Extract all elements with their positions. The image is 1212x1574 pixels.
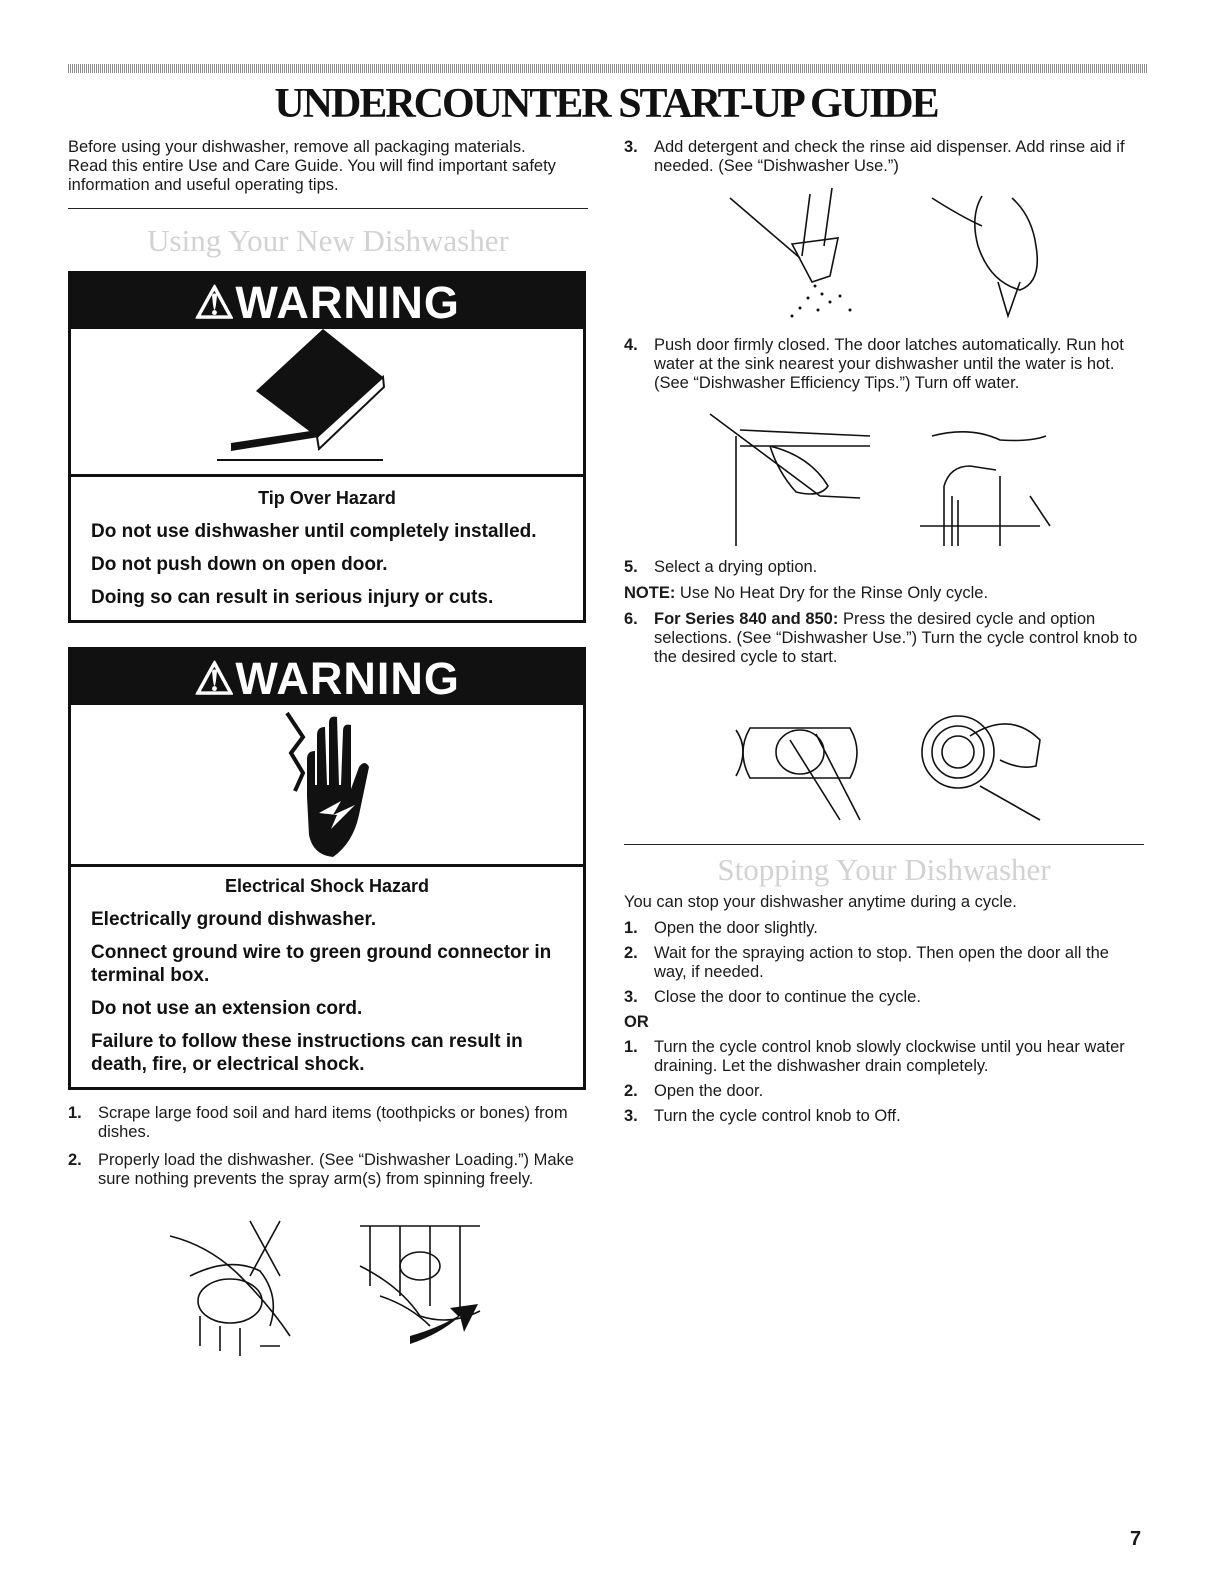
warning-triangle-icon: ⚠ bbox=[194, 653, 236, 704]
step-number: 4. bbox=[624, 336, 638, 354]
step-text: Turn the cycle control knob to Off. bbox=[654, 1107, 901, 1125]
step-number: 6. bbox=[624, 610, 638, 628]
steps-5-6-block bbox=[624, 558, 1144, 667]
page-title: UNDERCOUNTER START-UP GUIDE bbox=[274, 81, 938, 127]
step-number: 1. bbox=[624, 919, 638, 937]
warning-label: WARNING bbox=[235, 653, 460, 704]
list-item bbox=[68, 1151, 578, 1189]
detergent-rinse-aid-illustration bbox=[720, 186, 1050, 330]
tip-over-text bbox=[71, 487, 583, 609]
step-text: Close the door to continue the cycle. bbox=[654, 988, 921, 1006]
warning-line: Doing so can result in serious injury or cuts. bbox=[91, 587, 494, 608]
step-text: Select a drying option. bbox=[654, 558, 818, 576]
step-text: Add detergent and check the rinse aid dispenser. Add rinse aid if needed. (See “Dishwasher Use.”) bbox=[654, 138, 1125, 175]
list-item bbox=[624, 944, 1144, 982]
electrical-shock-warning-box bbox=[68, 647, 586, 1090]
list-item bbox=[624, 336, 1144, 393]
note-text: Use No Heat Dry for the Rinse Only cycle. bbox=[675, 584, 989, 602]
step4-block bbox=[624, 336, 1144, 393]
step-number: 2. bbox=[624, 1082, 638, 1100]
stop-intro: You can stop your dishwasher anytime during a cycle. bbox=[624, 893, 1017, 911]
list-item bbox=[68, 1104, 578, 1142]
section-rule-stopping bbox=[624, 844, 1144, 845]
list-item bbox=[624, 1082, 1144, 1101]
electric-shock-hand-icon bbox=[71, 705, 583, 864]
warning-line: Failure to follow these instructions can result in death, fire, or electrical shock. bbox=[91, 1031, 523, 1075]
warning-line: Do not push down on open door. bbox=[91, 554, 388, 575]
warning-label: WARNING bbox=[235, 277, 460, 328]
warning-banner bbox=[71, 650, 583, 705]
start-steps-list bbox=[68, 1104, 578, 1189]
note bbox=[624, 584, 1144, 603]
list-item bbox=[624, 558, 1144, 577]
note-label: NOTE: bbox=[624, 584, 676, 602]
step-number: 3. bbox=[624, 988, 638, 1006]
page-number: 7 bbox=[1130, 1528, 1142, 1550]
step-text: Properly load the dishwasher. (See “Dishwasher Loading.”) Make sure nothing prevents the spray arm(s) from spinning freely. bbox=[98, 1151, 574, 1188]
hazard-title: Tip Over Hazard bbox=[258, 488, 396, 508]
step4-list bbox=[624, 336, 1144, 393]
step-text: Press the desired cycle and option selections. (See “Dishwasher Use.”) Turn the cycle control knob to the desired cycle to start. bbox=[654, 610, 1138, 666]
or-label: OR bbox=[624, 1013, 649, 1031]
list-item bbox=[624, 610, 1144, 667]
left-column bbox=[68, 138, 588, 259]
section-rule bbox=[68, 208, 588, 209]
scrape-and-load-illustration bbox=[160, 1216, 500, 1366]
hazard-title: Electrical Shock Hazard bbox=[224, 876, 430, 896]
intro-paragraph: Before using your dishwasher, remove all packaging materials. Read this entire Use and Care Guide. You will find important safety information and useful operating tips. bbox=[68, 138, 556, 194]
step5-list bbox=[624, 558, 1144, 577]
tip-over-icon bbox=[71, 329, 583, 474]
step-text: Wait for the spraying action to stop. Then open the door all the way, if needed. bbox=[654, 944, 1109, 981]
list-item bbox=[624, 988, 1144, 1007]
door-and-faucet-illustration bbox=[700, 406, 1060, 552]
step-text: Open the door. bbox=[654, 1082, 764, 1100]
shock-illustration bbox=[71, 705, 583, 867]
warning-line: Electrically ground dishwasher. bbox=[91, 909, 377, 930]
step-number: 1. bbox=[68, 1104, 82, 1122]
step-number: 2. bbox=[624, 944, 638, 962]
step-number: 2. bbox=[68, 1151, 82, 1169]
warning-line: Do not use dishwasher until completely installed. bbox=[91, 521, 537, 542]
start-steps-list-cont bbox=[624, 138, 1144, 176]
step-text: Turn the cycle control knob slowly clockwise until you hear water draining. Let the dishwasher drain completely. bbox=[654, 1038, 1125, 1075]
warning-banner bbox=[71, 274, 583, 329]
header-rule bbox=[68, 64, 1148, 73]
step-text: Scrape large food soil and hard items (toothpicks or bones) from dishes. bbox=[98, 1104, 568, 1141]
warning-triangle-icon: ⚠ bbox=[194, 277, 236, 328]
step-bold-text: For Series 840 and 850: bbox=[654, 610, 839, 628]
step-number: 1. bbox=[624, 1038, 638, 1056]
right-column bbox=[624, 138, 1144, 176]
left-steps bbox=[68, 1104, 578, 1189]
stop-steps-b bbox=[624, 1038, 1144, 1126]
list-item bbox=[624, 138, 1144, 176]
section-heading-using: Using Your New Dishwasher bbox=[147, 223, 509, 258]
step-number: 5. bbox=[624, 558, 638, 576]
list-item bbox=[624, 1107, 1144, 1126]
tip-over-illustration bbox=[71, 329, 583, 477]
step-text: Push door firmly closed. The door latches automatically. Run hot water at the sink nearest your dishwasher until the water is hot. (See “Dishwasher Efficiency Tips.”) Turn off water. bbox=[654, 336, 1124, 392]
shock-text bbox=[71, 875, 583, 1076]
list-item bbox=[624, 919, 1144, 938]
step-number: 3. bbox=[624, 1107, 638, 1125]
warning-line: Do not use an extension cord. bbox=[91, 998, 363, 1019]
stop-steps-a bbox=[624, 919, 1144, 1007]
stopping-section bbox=[624, 852, 1144, 1126]
step-number: 3. bbox=[624, 138, 638, 156]
warning-line: Connect ground wire to green ground connector in terminal box. bbox=[91, 942, 552, 986]
tip-over-warning-box bbox=[68, 271, 586, 623]
cycle-knob-illustration bbox=[720, 700, 1060, 826]
step-text: Open the door slightly. bbox=[654, 919, 818, 937]
list-item bbox=[624, 1038, 1144, 1076]
section-heading-stopping: Stopping Your Dishwasher bbox=[717, 852, 1051, 887]
step6-list bbox=[624, 610, 1144, 667]
